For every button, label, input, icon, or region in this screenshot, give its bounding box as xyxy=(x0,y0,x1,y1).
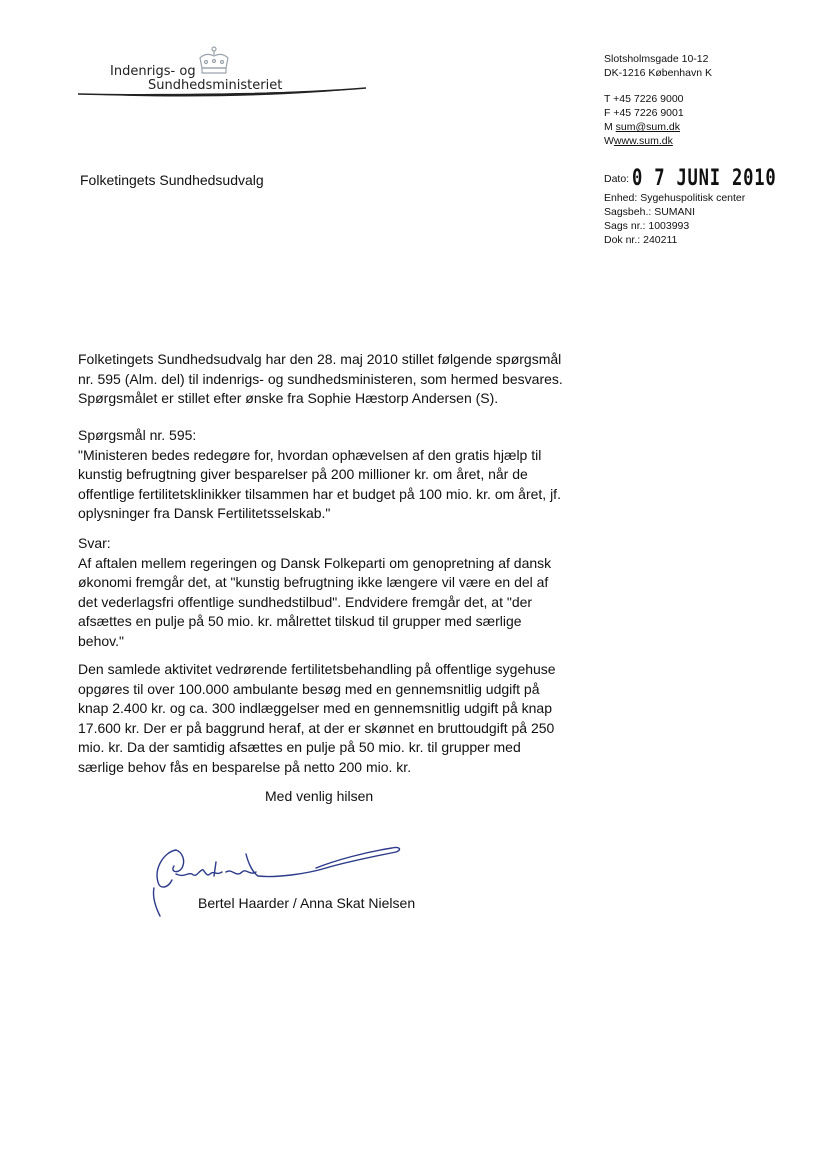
address-city: DK-1216 København K xyxy=(604,67,712,79)
text-line: knap 2.400 kr. og ca. 300 indlæggelser med en gennemsnitlig udgift på knap xyxy=(78,700,552,716)
unit-line: Enhed: Sygehuspolitisk center xyxy=(604,192,746,204)
date-stamp: 0 7 JUNI 2010 xyxy=(632,166,777,191)
answer-paragraph xyxy=(78,534,598,651)
signer-names: Bertel Haarder / Anna Skat Nielsen xyxy=(198,895,416,911)
text-line: økonomi fremgår det, at "kunstig befrugtning ikke længere vil være en del af xyxy=(78,574,549,590)
text-line: særlige behov fås en besparelse på netto 200 mio. kr. xyxy=(78,758,412,775)
address-street: Slotsholmsgade 10-12 xyxy=(604,53,709,65)
text-line: nr. 595 (Alm. del) til indenrigs- og sundhedsministeren, som hermed besvares. xyxy=(78,370,563,387)
email-link[interactable]: sum@sum.dk xyxy=(615,121,681,133)
date-label: Dato: xyxy=(604,173,630,185)
fax-number: F +45 7226 9001 xyxy=(604,107,684,119)
text-line: Folketingets Sundhedsudvalg har den 28. maj 2010 stillet følgende spørgsmål xyxy=(78,351,562,367)
calculation-paragraph xyxy=(78,660,598,777)
closing-greeting: Med venlig hilsen xyxy=(265,788,374,804)
recipient: Folketingets Sundhedsudvalg xyxy=(80,172,264,188)
question-paragraph xyxy=(78,426,598,524)
text-line: Den samlede aktivitet vedrørende fertilitetsbehandling på offentlige sygehuse xyxy=(78,661,556,677)
text-line: opgøres til over 100.000 ambulante besøg med en gennemsnitlig udgift på xyxy=(78,680,540,697)
web-line xyxy=(604,134,673,148)
web-prefix: W xyxy=(604,135,614,147)
phone-number: T +45 7226 9000 xyxy=(604,93,684,105)
web-link[interactable]: www.sum.dk xyxy=(613,135,673,147)
logo-line-2: Sundhedsministeriet xyxy=(148,78,283,93)
text-line: "Ministeren bedes redegøre for, hvordan ophævelsen af den gratis hjælp til xyxy=(78,446,542,463)
text-line: kunstig befrugtning giver besparelser på 200 millioner kr. om året, når de xyxy=(78,466,528,482)
logo-swoosh xyxy=(76,82,368,102)
doc-number-line: Dok nr.: 240211 xyxy=(604,234,678,246)
case-number-line: Sags nr.: 1003993 xyxy=(604,220,690,232)
text-line: 17.600 kr. Der er på baggrund heraf, at der er skønnet en bruttoudgift på 250 xyxy=(78,719,555,736)
date-line xyxy=(604,166,817,191)
intro-paragraph xyxy=(78,350,598,409)
text-line: afsættes en pulje på 50 mio. kr. målrettet tilskud til grupper med særlige xyxy=(78,613,522,629)
text-line: oplysninger fra Dansk Fertilitetsselskab." xyxy=(78,505,331,521)
crown-icon xyxy=(196,46,232,78)
text-line: Af aftalen mellem regeringen og Dansk Folkeparti om genopretning af dansk xyxy=(78,554,552,571)
text-line: offentlige fertilitetsklinikker tilsammen har et budget på 100 mio. kr. om året, jf. xyxy=(78,485,561,502)
question-heading: Spørgsmål nr. 595: xyxy=(78,427,197,443)
email-line xyxy=(604,120,680,134)
text-line: det vederlagsfri offentlige sundhedstilbud". Endvidere fremgår det, at "der xyxy=(78,593,533,610)
logo-line-1: Indenrigs- og xyxy=(110,64,196,79)
text-line: Spørgsmålet er stillet efter ønske fra Sophie Hæstorp Andersen (S). xyxy=(78,390,499,406)
email-prefix: M xyxy=(604,121,613,133)
answer-heading: Svar: xyxy=(78,535,111,551)
handler-line: Sagsbeh.: SUMANI xyxy=(604,206,696,218)
text-line: behov." xyxy=(78,632,124,649)
text-line: mio. kr. Da der samtidig afsættes en pulje på 50 mio. kr. til grupper med xyxy=(78,739,521,755)
